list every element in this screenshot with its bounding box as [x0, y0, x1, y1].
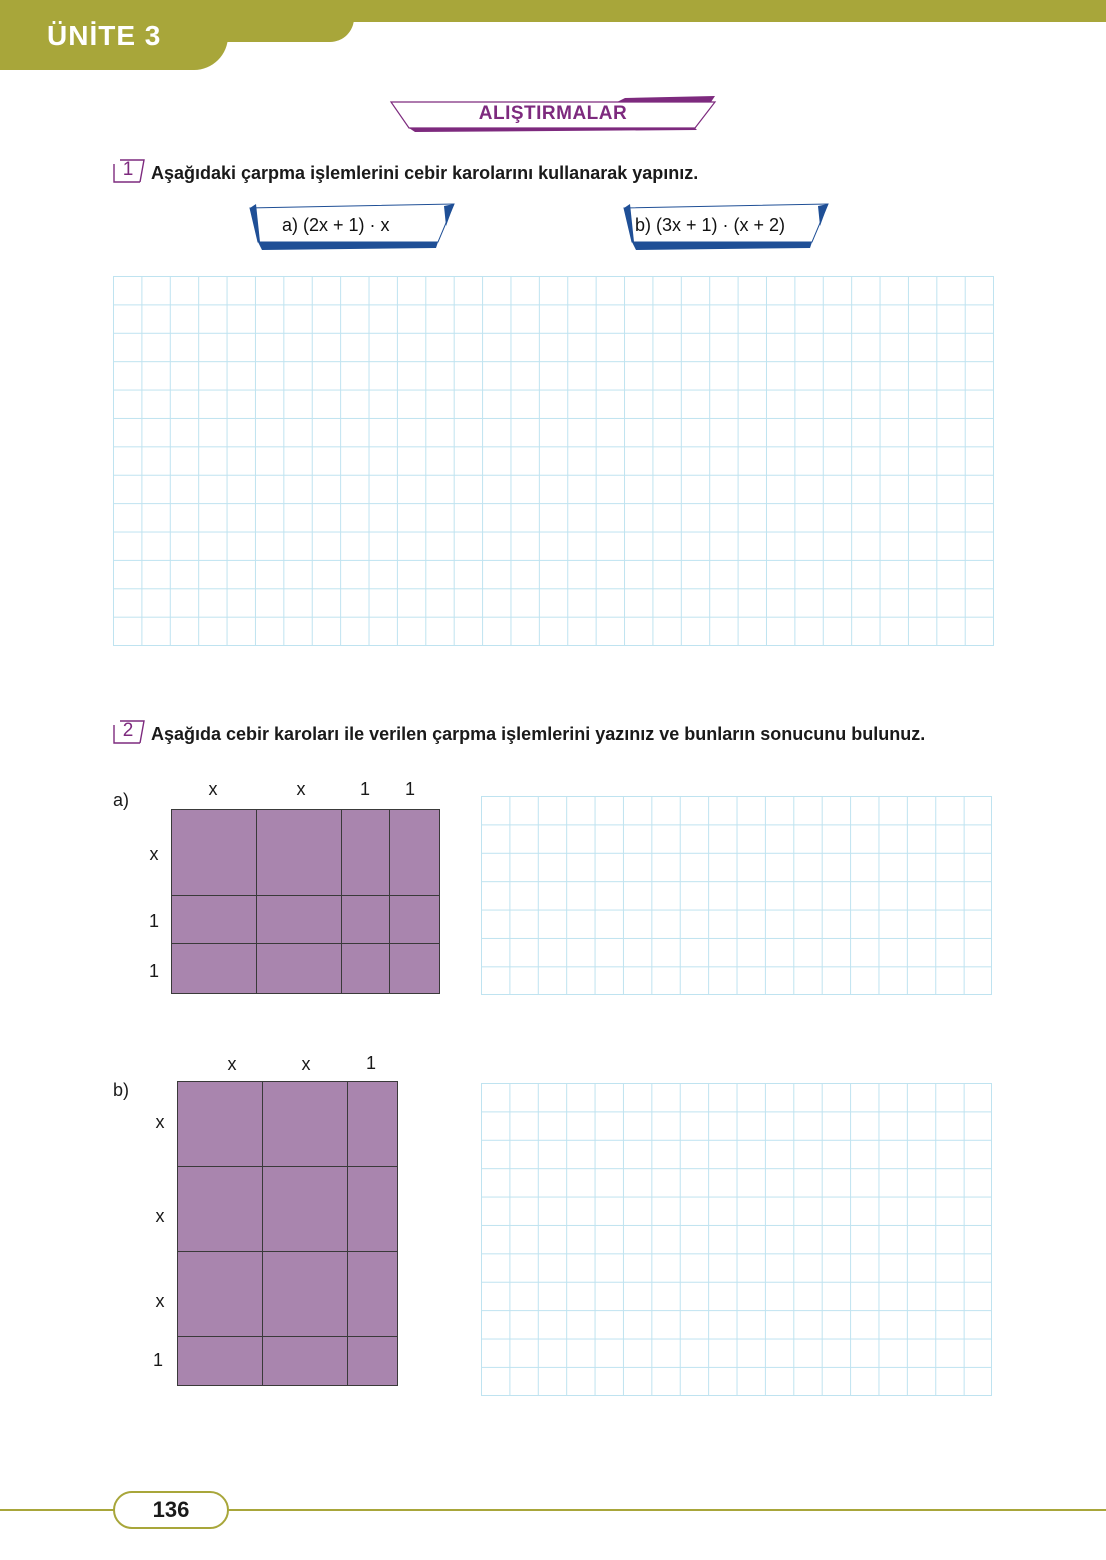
tile-x [172, 896, 257, 944]
tile-x [172, 944, 257, 993]
side-label: x [155, 1291, 165, 1311]
tile-x-squared [257, 810, 342, 896]
question-number-text: 1 [122, 159, 134, 180]
side-label: x [155, 1112, 165, 1132]
tile-x [348, 1082, 397, 1167]
top-label: 1 [359, 779, 370, 799]
tile-x [257, 944, 342, 993]
top-label: 1 [365, 1053, 376, 1073]
side-label: 1 [148, 911, 159, 931]
answer-grid-1[interactable] [113, 276, 994, 646]
top-label: x [227, 1054, 237, 1074]
section-title: ALIŞTIRMALAR [478, 103, 628, 124]
page-number: 136 [152, 1497, 190, 1522]
tile-x-squared [178, 1082, 263, 1167]
tile-x-squared [172, 810, 257, 896]
top-label: x [296, 779, 306, 799]
tile-unit [390, 896, 439, 944]
top-label: x [208, 779, 218, 799]
tile-x [348, 1167, 397, 1252]
question-number-1 [112, 158, 146, 184]
top-label: 1 [404, 779, 415, 799]
tile-unit [348, 1337, 397, 1385]
part-a-label: a) [113, 790, 130, 810]
tile-x [390, 810, 439, 896]
question-number-2 [112, 719, 146, 745]
side-label: x [155, 1206, 165, 1226]
tile-unit [342, 896, 390, 944]
tile-x [342, 810, 390, 896]
question-number-text: 2 [122, 720, 134, 741]
unit-title: ÜNİTE 3 [47, 20, 162, 51]
tile-unit [342, 944, 390, 993]
tile-unit [390, 944, 439, 993]
tile-x [348, 1252, 397, 1337]
tile-x-squared [263, 1252, 348, 1337]
expression-b: b) (3x + 1) · (x + 2) [635, 215, 786, 235]
tile-x-squared [178, 1167, 263, 1252]
side-label: x [149, 844, 159, 864]
side-label: 1 [148, 961, 159, 981]
side-label: 1 [152, 1350, 163, 1370]
tile-x-squared [263, 1082, 348, 1167]
top-label: x [301, 1054, 311, 1074]
tile-x [263, 1337, 348, 1385]
answer-grid-2b[interactable] [481, 1083, 992, 1396]
tile-x [178, 1337, 263, 1385]
question-2-text: Aşağıda cebir karoları ile verilen çarpma işlemlerini yazınız ve bunların sonucunu bulunuz. [151, 724, 926, 744]
tile-model-b [177, 1081, 398, 1386]
tile-model-a [171, 809, 440, 994]
tile-x-squared [263, 1167, 348, 1252]
tile-x [257, 896, 342, 944]
tile-x-squared [178, 1252, 263, 1337]
unit-tab-ear [220, 0, 354, 42]
expression-a: a) (2x + 1) · x [282, 215, 390, 235]
question-1-text: Aşağıdaki çarpma işlemlerini cebir karolarını kullanarak yapınız. [151, 163, 699, 183]
answer-grid-2a[interactable] [481, 796, 992, 995]
part-b-label: b) [113, 1080, 130, 1100]
